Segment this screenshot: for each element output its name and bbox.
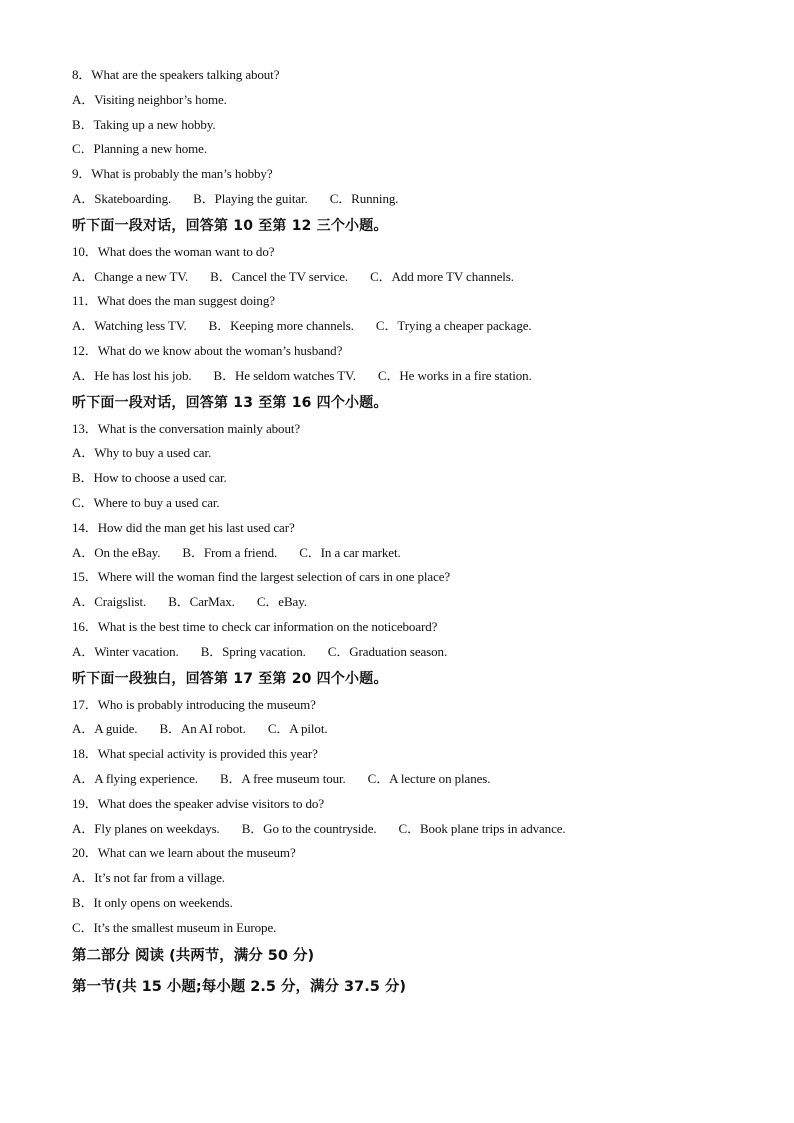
question-8-stem: 8．What are the speakers talking about? (72, 67, 280, 82)
question-16-option-c: C．Graduation season. (327, 643, 448, 659)
question-19-option-c: C．Book plane trips in advance. (398, 820, 566, 836)
question-11-option-b: B．Keeping more channels. (208, 318, 354, 334)
question-17-option-a: A．A guide. (72, 721, 138, 737)
question-15-option-b: B．CarMax. (168, 594, 235, 610)
question-19-options (72, 817, 732, 842)
question-8-option-a: A．Visiting neighbor’s home. (72, 91, 227, 107)
dialogue-heading-10-12: 听下面一段对话，回答第 10 至第 12 三个小题。 (72, 217, 388, 234)
question-13-stem: 13．What is the conversation mainly about? (72, 420, 301, 436)
question-18-option-b: B．A free museum tour. (219, 770, 346, 786)
question-12-options (72, 364, 732, 389)
question-18-options (72, 767, 732, 792)
question-16-stem: 16．What is the best time to check car information on the noticeboard? (72, 618, 438, 634)
question-13-option-c: C．Where to buy a used car. (72, 494, 220, 510)
question-15-option-a: A．Craigslist. (72, 594, 147, 610)
question-15-options (72, 590, 732, 615)
question-15-option-c: C．eBay. (256, 594, 307, 610)
question-12-option-c: C．He works in a fire station. (377, 367, 532, 383)
question-14-stem: 14．How did the man get his last used car? (72, 519, 295, 535)
question-9-option-a: A．Skateboarding. (72, 190, 172, 206)
question-9-options (72, 187, 732, 212)
question-16-option-a: A．Winter vacation. (72, 643, 179, 659)
question-10-options (72, 265, 732, 290)
question-20-option-b: B．It only opens on weekends. (72, 894, 233, 910)
question-17-option-c: C．A pilot. (267, 721, 328, 737)
section-one-heading: 第一节(共 15 小题;每小题 2.5 分，满分 37.5 分) (72, 978, 406, 995)
question-19-stem: 19．What does the speaker advise visitors to do? (72, 795, 324, 811)
question-12-option-a: A．He has lost his job. (72, 367, 192, 383)
question-20-stem: 20．What can we learn about the museum? (72, 845, 296, 861)
question-18-option-c: C．A lecture on planes. (367, 770, 491, 786)
exam-page (72, 63, 732, 1003)
question-14-option-a: A．On the eBay. (72, 544, 161, 560)
question-20-option-c: C．It’s the smallest museum in Europe. (72, 919, 277, 935)
question-17-stem: 17．Who is probably introducing the museum? (72, 696, 316, 712)
question-13-option-b: B．How to choose a used car. (72, 470, 227, 486)
question-15-stem: 15．Where will the woman find the largest selection of cars in one place? (72, 569, 451, 585)
question-9-option-c: C．Running. (329, 190, 399, 206)
question-20-option-a: A．It’s not far from a village. (72, 870, 225, 886)
question-17-option-b: B．An AI robot. (159, 721, 246, 737)
question-19-option-a: A．Fly planes on weekdays. (72, 820, 220, 836)
question-14-options (72, 541, 732, 566)
monologue-heading-17-20: 听下面一段独白，回答第 17 至第 20 四个小题。 (72, 670, 388, 687)
question-11-option-c: C．Trying a cheaper package. (375, 318, 532, 334)
question-12-option-b: B．He seldom watches TV. (213, 367, 356, 383)
question-11-stem: 11．What does the man suggest doing? (72, 293, 275, 309)
question-9-option-b: B．Playing the guitar. (193, 190, 308, 206)
question-18-stem: 18．What special activity is provided this year? (72, 746, 318, 762)
question-11-option-a: A．Watching less TV. (72, 318, 187, 334)
question-11-options (72, 314, 732, 339)
question-16-option-b: B．Spring vacation. (200, 643, 306, 659)
question-10-option-b: B．Cancel the TV service. (210, 268, 349, 284)
question-10-stem: 10．What does the woman want to do? (72, 243, 275, 259)
question-17-options (72, 717, 732, 742)
question-8-option-b: B．Taking up a new hobby. (72, 116, 216, 132)
question-10-option-c: C．Add more TV channels. (370, 268, 514, 284)
question-12-stem: 12．What do we know about the woman’s husband? (72, 342, 343, 358)
question-8-option-c: C．Planning a new home. (72, 141, 208, 157)
question-14-option-b: B．From a friend. (182, 544, 278, 560)
part-two-heading: 第二部分 阅读 (共两节，满分 50 分) (72, 947, 315, 964)
question-14-option-c: C．In a car market. (299, 544, 401, 560)
question-9-stem: 9．What is probably the man’s hobby? (72, 166, 273, 182)
question-18-option-a: A．A flying experience. (72, 770, 198, 786)
question-19-option-b: B．Go to the countryside. (241, 820, 377, 836)
question-16-options (72, 640, 732, 665)
dialogue-heading-13-16: 听下面一段对话，回答第 13 至第 16 四个小题。 (72, 394, 388, 411)
question-13-option-a: A．Why to buy a used car. (72, 445, 212, 461)
question-10-option-a: A．Change a new TV. (72, 268, 189, 284)
